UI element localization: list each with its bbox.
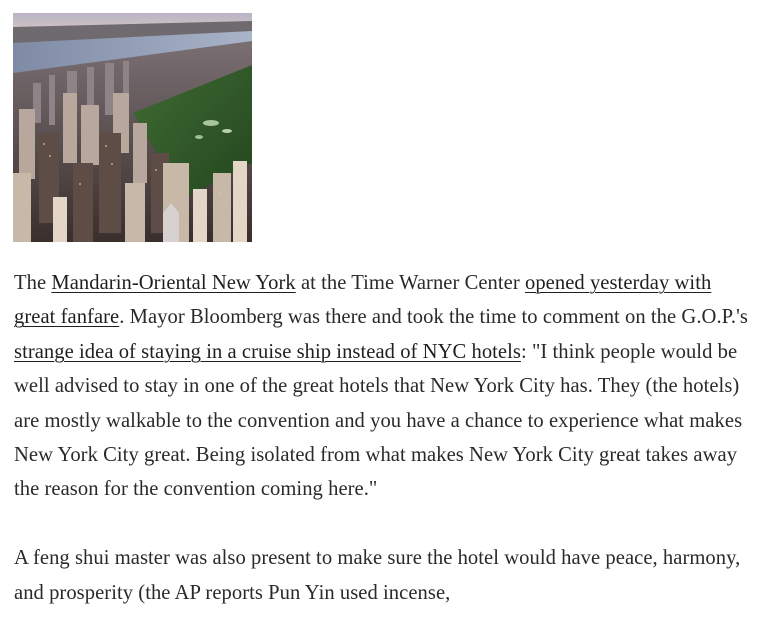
link-mandarin-oriental[interactable]: Mandarin-Oriental New York <box>51 272 296 294</box>
paragraph-1-text-a: The <box>14 272 52 294</box>
paragraph-1 <box>14 266 749 507</box>
paragraph-1-text-c: . Mayor Bloomberg was there and took the time to comment on the G.O.P.'s <box>119 306 748 329</box>
paragraph-2: A feng shui master was also present to make sure the hotel would have peace, harmony, and prosperity (the AP reports Pun Yin used incense, <box>14 547 741 604</box>
link-opened-with-fanfare[interactable]: opened yesterday with great fanfare <box>14 272 712 329</box>
paragraph-1-text-b: at the Time Warner Center <box>295 272 525 294</box>
link-cruise-ship[interactable]: strange idea of staying in a cruise ship instead of NYC hotels <box>14 340 521 363</box>
article-photo <box>13 13 252 242</box>
article-body <box>14 266 749 610</box>
paragraph-1-text-d: : "I think people would be well advised to stay in one of the great hotels that New York City has. They (the hotels) are mostly walkable to the convention and you have a chance to experience what makes New York City great. Being isolated from what makes New York City great takes away the reason for the convention coming here." <box>14 340 743 501</box>
